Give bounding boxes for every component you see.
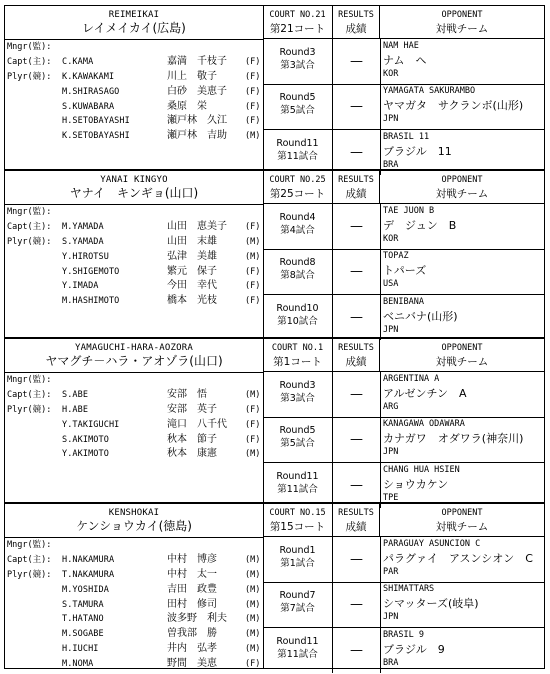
player-row [5, 250, 263, 265]
player-sex: (F) [245, 419, 261, 430]
match-round [263, 417, 333, 462]
player-row [5, 294, 263, 309]
opponent-label-jp: 対戦チーム [435, 188, 489, 200]
player-role: Mngr(監): [7, 42, 52, 52]
match-round [263, 249, 333, 294]
player-name-en: S.KUWABARA [62, 101, 115, 112]
player-name-jp: 曽我部 勝 [167, 628, 217, 640]
player-sex: (F) [245, 86, 261, 97]
match-panel [263, 6, 544, 169]
player-sex: (M) [245, 251, 261, 262]
opponent-header [380, 339, 544, 372]
match-opponent [380, 130, 544, 175]
team-header [5, 504, 263, 538]
player-role: Plyr(競): [7, 569, 52, 580]
player-name-jp: 安部 英子 [167, 403, 217, 415]
opponent-name-jp: カナガワ オダワラ(神奈川) [383, 432, 524, 446]
match-row [263, 249, 544, 295]
opponent-label-jp: 対戦チーム [435, 23, 489, 35]
player-name-en: K.KAWAKAMI [62, 71, 115, 82]
player-sex: (F) [245, 281, 261, 292]
player-name-jp: 滝口 八千代 [167, 418, 227, 430]
round-en: Round11 [276, 470, 319, 482]
player-row [5, 114, 263, 129]
player-name-jp: 野間 美恵 [167, 658, 217, 670]
opponent-header [380, 171, 544, 204]
player-name-jp: 波多野 利夫 [167, 613, 227, 625]
match-result: — [333, 249, 381, 294]
match-row [263, 372, 544, 418]
match-opponent [380, 372, 544, 417]
court-number-en: COURT NO.15 [269, 508, 326, 518]
player-sex: (M) [245, 599, 261, 610]
match-round [263, 628, 333, 673]
team-header [5, 339, 263, 373]
team-header [5, 6, 263, 40]
opponent-country-code: BRA [383, 159, 399, 170]
player-name-en: Y.HIROTSU [62, 251, 109, 262]
player-role: Plyr(競): [7, 404, 52, 415]
round-jp: 第1試合 [280, 558, 315, 569]
player-name-jp: 山田 末雄 [167, 235, 217, 247]
player-name-en: H.SETOBAYASHI [62, 116, 130, 127]
results-header [333, 339, 380, 372]
match-result: — [333, 295, 381, 340]
match-row [263, 417, 544, 463]
player-name-jp: 井内 弘孝 [167, 643, 217, 655]
player-role: Mngr(監): [7, 207, 52, 217]
court-header [263, 171, 333, 204]
player-name-jp: 白砂 美恵子 [167, 85, 227, 97]
opponent-country-code: USA [383, 279, 399, 290]
match-round [263, 84, 333, 129]
round-en: Round4 [279, 212, 316, 223]
player-name-jp: 中村 博彦 [167, 553, 217, 565]
match-result: — [333, 582, 381, 627]
player-sex: (F) [245, 101, 261, 112]
opponent-header [380, 504, 544, 537]
player-row [5, 553, 263, 568]
player-row [5, 265, 263, 280]
results-label-en: RESULTS [338, 343, 374, 353]
opponent-country-code: ARG [383, 402, 399, 412]
results-label-en: RESULTS [338, 508, 374, 518]
player-sex: (F) [245, 659, 261, 670]
player-sex: (F) [245, 296, 261, 307]
opponent-name-en: PARAGUAY ASUNCION C [383, 539, 481, 549]
match-round [263, 463, 333, 508]
team-name-en: REIMEIKAI [108, 10, 160, 20]
round-jp: 第3試合 [280, 60, 315, 71]
round-jp: 第8試合 [280, 270, 315, 282]
player-name-en: S.TAMURA [62, 599, 104, 610]
player-sex: (M) [245, 131, 261, 142]
player-name-en: Y.TAKIGUCHI [62, 419, 120, 430]
round-jp: 第11試合 [277, 483, 318, 495]
player-sex: (F) [245, 116, 261, 127]
match-opponent [380, 537, 544, 582]
player-name-jp: 繁元 保子 [167, 265, 217, 277]
results-label-jp: 成績 [345, 521, 367, 533]
opponent-name-en: BRASIL 11 [383, 131, 430, 142]
opponent-name-jp: アルゼンチン A [383, 387, 467, 400]
player-name-en: Y.IMADA [62, 281, 99, 292]
player-row [5, 447, 263, 462]
opponent-country-code: JPN [383, 324, 399, 335]
match-row [263, 84, 544, 130]
team-name-en: KENSHOKAI [108, 508, 160, 518]
team-panel [5, 339, 264, 502]
results-header [333, 171, 380, 204]
player-name-jp: 吉田 政豊 [167, 583, 217, 595]
player-row [5, 433, 263, 448]
player-sex: (F) [245, 434, 261, 445]
player-row [5, 129, 263, 144]
team-panel [5, 504, 264, 668]
opponent-country-code: JPN [383, 612, 399, 623]
team-panel [5, 6, 264, 169]
player-row [5, 642, 263, 657]
player-sex: (M) [245, 644, 261, 655]
opponent-name-jp: デ ジュン B [383, 219, 457, 232]
match-round [263, 130, 333, 175]
round-jp: 第4試合 [280, 225, 315, 236]
player-list [5, 205, 263, 309]
opponent-label-en: OPPONENT [441, 343, 483, 353]
opponent-country-code: PAR [383, 567, 399, 577]
opponent-country-code: JPN [383, 447, 399, 458]
team-name-jp: ヤマグチ－ハラ・アオゾラ(山口) [45, 354, 223, 368]
player-name-en: H.NAKAMURA [62, 554, 115, 565]
opponent-name-en: KANAGAWA ODAWARA [383, 419, 465, 430]
match-round [263, 537, 333, 582]
match-result: — [333, 372, 381, 417]
player-list [5, 40, 263, 144]
team-name-en: YANAI KINGYO [100, 175, 168, 185]
match-round [263, 204, 333, 249]
team-block [4, 170, 545, 338]
round-jp: 第10試合 [277, 315, 318, 327]
player-row [5, 657, 263, 672]
results-label-jp: 成績 [345, 23, 367, 35]
match-row [263, 295, 544, 340]
match-opponent [380, 204, 544, 249]
match-round [263, 372, 333, 417]
opponent-label-en: OPPONENT [441, 508, 483, 518]
opponent-name-jp: トパーズ [383, 264, 427, 278]
player-sex: (F) [245, 221, 261, 232]
court-number-jp: 第25コート [269, 188, 326, 200]
player-row [5, 418, 263, 433]
opponent-country-code: KOR [383, 69, 399, 79]
match-row [263, 39, 544, 85]
player-name-jp: 弘津 美雄 [167, 250, 217, 262]
player-role: Capt(主): [7, 554, 52, 565]
player-sex: (M) [245, 236, 261, 247]
player-sex: (M) [245, 614, 261, 625]
opponent-name-jp: シマッターズ(岐阜) [383, 597, 479, 611]
player-sex: (M) [245, 569, 261, 580]
round-en: Round11 [276, 635, 319, 647]
opponent-label-jp: 対戦チーム [435, 356, 489, 368]
player-row [5, 55, 263, 70]
match-result: — [333, 417, 381, 462]
player-name-en: Y.AKIMOTO [62, 449, 109, 460]
team-block [4, 503, 545, 669]
round-en: Round3 [279, 47, 316, 58]
results-label-en: RESULTS [338, 10, 374, 20]
player-name-en: M.SOGABE [62, 629, 104, 640]
player-row [5, 235, 263, 250]
player-name-en: H.IUCHI [62, 644, 99, 655]
opponent-label-jp: 対戦チーム [435, 521, 489, 533]
match-result: — [333, 204, 381, 249]
match-opponent [380, 582, 544, 627]
opponent-name-jp: ナム ヘ [383, 54, 427, 67]
round-jp: 第7試合 [280, 603, 315, 615]
team-block [4, 338, 545, 503]
round-jp: 第5試合 [280, 105, 315, 117]
player-row [5, 627, 263, 642]
court-number-en: COURT NO.21 [269, 10, 326, 20]
player-name-en: M.NOMA [62, 659, 94, 670]
match-result: — [333, 39, 381, 84]
player-sex: (F) [245, 266, 261, 277]
match-opponent [380, 84, 544, 129]
opponent-name-en: TOPAZ [383, 251, 409, 262]
player-name-jp: 嘉満 千枝子 [167, 55, 227, 67]
player-role: Plyr(競): [7, 71, 52, 82]
opponent-country-code: BRA [383, 657, 399, 668]
round-en: Round10 [276, 302, 319, 314]
player-name-en: T.NAKAMURA [62, 569, 115, 580]
opponent-name-jp: ヤマガタ サクランボ(山形) [383, 99, 524, 113]
player-role: Plyr(競): [7, 236, 52, 247]
player-sex: (F) [245, 56, 261, 67]
player-row [5, 388, 263, 403]
team-panel [5, 171, 264, 337]
court-number-jp: 第15コート [269, 521, 326, 533]
team-name-jp: ケンショウカイ(徳島) [76, 519, 192, 533]
player-name-jp: 瀬戸林 久江 [167, 115, 227, 127]
player-row [5, 279, 263, 294]
opponent-name-en: NAM HAE [383, 41, 419, 51]
round-en: Round11 [276, 137, 319, 149]
match-row [263, 582, 544, 628]
player-name-en: M.YOSHIDA [62, 584, 109, 595]
opponent-name-en: BENIBANA [383, 296, 424, 307]
opponent-name-en: YAMAGATA SAKURAMBO [383, 86, 476, 97]
round-jp: 第11試合 [277, 150, 318, 162]
match-opponent [380, 249, 544, 294]
player-role: Capt(主): [7, 389, 52, 400]
match-opponent [380, 295, 544, 340]
player-sex: (M) [245, 554, 261, 565]
match-opponent [380, 39, 544, 84]
match-panel [263, 504, 544, 668]
player-list [5, 538, 263, 672]
opponent-label-en: OPPONENT [441, 10, 483, 20]
match-result: — [333, 463, 381, 508]
round-en: Round1 [279, 545, 316, 556]
player-name-jp: 桑原 栄 [167, 100, 207, 112]
match-result: — [333, 628, 381, 673]
player-role: Capt(主): [7, 56, 52, 67]
player-row [5, 538, 263, 553]
round-en: Round5 [279, 425, 316, 437]
opponent-name-jp: パラグァイ アスンシオン C [383, 552, 533, 565]
player-row [5, 568, 263, 583]
match-round [263, 582, 333, 627]
opponent-name-jp: ブラジル 11 [383, 144, 452, 158]
opponent-country-code: TPE [383, 492, 399, 503]
player-name-en: S.AKIMOTO [62, 434, 109, 445]
player-name-jp: 川上 敬子 [167, 70, 217, 82]
player-name-jp: 秋本 康憲 [167, 448, 217, 460]
player-name-en: S.YAMADA [62, 236, 104, 247]
player-role: Capt(主): [7, 221, 52, 232]
player-name-jp: 田村 修司 [167, 598, 217, 610]
player-name-en: M.YAMADA [62, 221, 104, 232]
match-round [263, 295, 333, 340]
player-sex: (M) [245, 584, 261, 595]
player-name-en: C.KAMA [62, 56, 94, 67]
court-header [263, 6, 333, 39]
results-label-en: RESULTS [338, 175, 374, 185]
match-opponent [380, 417, 544, 462]
opponent-header [380, 6, 544, 39]
opponent-name-en: BRASIL 9 [383, 629, 424, 640]
match-opponent [380, 628, 544, 673]
player-sex: (M) [245, 449, 261, 460]
player-row [5, 205, 263, 220]
player-name-en: S.ABE [62, 389, 89, 400]
round-jp: 第11試合 [277, 648, 318, 660]
round-en: Round3 [279, 380, 316, 391]
match-result: — [333, 537, 381, 582]
results-header [333, 504, 380, 537]
player-row [5, 70, 263, 85]
team-block [4, 5, 545, 170]
player-name-en: M.SHIRASAGO [62, 86, 120, 97]
player-name-jp: 安部 悟 [167, 388, 207, 400]
court-number-en: COURT NO.25 [269, 175, 326, 185]
player-role: Mngr(監): [7, 540, 52, 550]
player-row [5, 220, 263, 235]
match-row [263, 130, 544, 175]
player-role: Mngr(監): [7, 375, 52, 385]
opponent-name-en: CHANG HUA HSIEN [383, 464, 460, 475]
player-name-en: M.HASHIMOTO [62, 296, 120, 307]
player-name-en: H.ABE [62, 404, 89, 415]
team-name-jp: ヤナイ キンギョ(山口) [69, 186, 199, 200]
player-name-jp: 中村 太一 [167, 568, 217, 580]
round-en: Round7 [279, 590, 316, 602]
results-label-jp: 成績 [345, 356, 367, 368]
match-panel [263, 171, 544, 337]
round-en: Round8 [279, 257, 316, 269]
round-en: Round5 [279, 92, 316, 104]
opponent-country-code: JPN [383, 114, 399, 125]
player-row [5, 612, 263, 627]
match-panel [263, 339, 544, 502]
opponent-name-en: ARGENTINA A [383, 374, 440, 384]
opponent-country-code: KOR [383, 234, 399, 244]
results-header [333, 6, 380, 39]
player-name-jp: 瀬戸林 吉助 [167, 130, 227, 142]
round-jp: 第5試合 [280, 438, 315, 450]
player-name-en: T.HATANO [62, 614, 104, 625]
player-name-en: Y.SHIGEMOTO [62, 266, 120, 277]
player-row [5, 583, 263, 598]
player-sex: (F) [245, 71, 261, 82]
results-label-jp: 成績 [345, 188, 367, 200]
match-row [263, 204, 544, 250]
player-name-en: K.SETOBAYASHI [62, 131, 130, 142]
player-name-jp: 山田 恵美子 [167, 220, 227, 232]
opponent-name-en: SHIMATTARS [383, 584, 435, 595]
player-list [5, 373, 263, 462]
player-name-jp: 今田 幸代 [167, 280, 217, 292]
match-row [263, 537, 544, 583]
court-header [263, 504, 333, 537]
court-number-en: COURT NO.1 [271, 343, 324, 353]
court-number-jp: 第1コート [273, 356, 322, 368]
match-result: — [333, 130, 381, 175]
match-result: — [333, 84, 381, 129]
opponent-name-jp: ベニバナ(山形) [383, 309, 458, 323]
team-header [5, 171, 263, 205]
match-round [263, 39, 333, 84]
team-name-jp: レイメイカイ(広島) [82, 21, 186, 35]
player-row [5, 100, 263, 115]
player-row [5, 373, 263, 388]
match-row [263, 628, 544, 673]
player-sex: (M) [245, 629, 261, 640]
player-row [5, 598, 263, 613]
opponent-name-en: TAE JUON B [383, 206, 435, 216]
court-number-jp: 第21コート [269, 23, 326, 35]
opponent-name-jp: ブラジル 9 [383, 642, 445, 656]
match-opponent [380, 463, 544, 508]
opponent-label-en: OPPONENT [441, 175, 483, 185]
player-name-jp: 橋本 光枝 [167, 295, 217, 307]
player-row [5, 403, 263, 418]
player-row [5, 40, 263, 55]
player-sex: (M) [245, 389, 261, 400]
opponent-name-jp: ショウカケン [383, 477, 449, 491]
team-name-en: YAMAGUCHI-HARA-AOZORA [75, 343, 193, 353]
court-header [263, 339, 333, 372]
player-name-jp: 秋本 節子 [167, 433, 217, 445]
player-sex: (F) [245, 404, 261, 415]
match-row [263, 463, 544, 508]
player-row [5, 85, 263, 100]
round-jp: 第3試合 [280, 393, 315, 404]
